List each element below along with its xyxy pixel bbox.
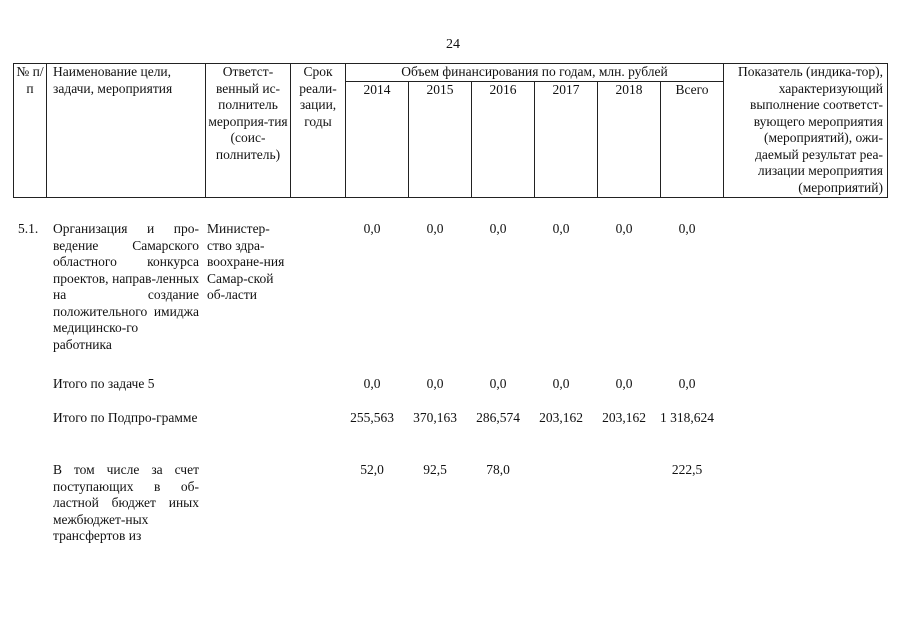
value-2017: 0,0 [552,376,570,391]
table-header [13,63,888,198]
header-num: № п/п [14,64,47,198]
header-term: Срок реали-зации, годы [291,64,346,198]
header-year-total: Всего [661,81,724,197]
value-2015: 92,5 [423,462,447,477]
header-year: 2018 [598,81,661,197]
row-name: Итого по Подпро-грамме [53,410,198,425]
value-2016: 286,574 [476,410,520,425]
row-responsible: Министер-ство здра-воохране-ния Самар-ской об-ласти [207,221,285,302]
value-2014: 0,0 [363,376,381,391]
header-name: Наименование цели, задачи, мероприятия [47,64,206,198]
row-number: 5.1. [18,221,39,236]
header-year: 2017 [535,81,598,197]
value-2015: 0,0 [426,376,444,391]
value-2015: 0,0 [426,221,444,236]
header-year: 2014 [346,81,409,197]
header-year: 2016 [472,81,535,197]
value-2014: 52,0 [360,462,384,477]
value-2018: 0,0 [615,376,633,391]
header-funding: Объем финансирования по годам, млн. рублей [346,64,724,82]
value-2017: 203,162 [539,410,583,425]
value-2017: 0,0 [552,221,570,236]
row-name: Итого по задаче 5 [53,376,155,391]
row-name: Организация и про-ведение Самарского областного конкурса проектов, направ-ленных на создание положительного имиджа медицинско-го работника [53,221,199,352]
value-2016: 0,0 [489,221,507,236]
header-responsible: Ответст-венный ис-полнитель мероприя-тия (соис-полнитель) [206,64,291,198]
page-number: 24 [446,37,460,52]
value-2016: 0,0 [489,376,507,391]
header-indicator: Показатель (индика-тор), характеризующий выполнение соответст-вующего мероприятия (мероприятий), ожи-даемый результат реа-лизации мероприятия (мероприятий) [724,64,888,198]
value-2015: 370,163 [413,410,457,425]
value-total: 0,0 [678,221,696,236]
value-2018: 203,162 [602,410,646,425]
value-2016: 78,0 [486,462,510,477]
value-total: 1 318,624 [660,410,714,425]
value-total: 0,0 [678,376,696,391]
row-name: В том числе за счет поступающих в об-ластной бюджет иных межбюджет-ных трансфертов из [53,462,199,543]
value-2014: 0,0 [363,221,381,236]
header-year: 2015 [409,81,472,197]
value-total: 222,5 [671,462,703,477]
value-2014: 255,563 [350,410,394,425]
value-2018: 0,0 [615,221,633,236]
